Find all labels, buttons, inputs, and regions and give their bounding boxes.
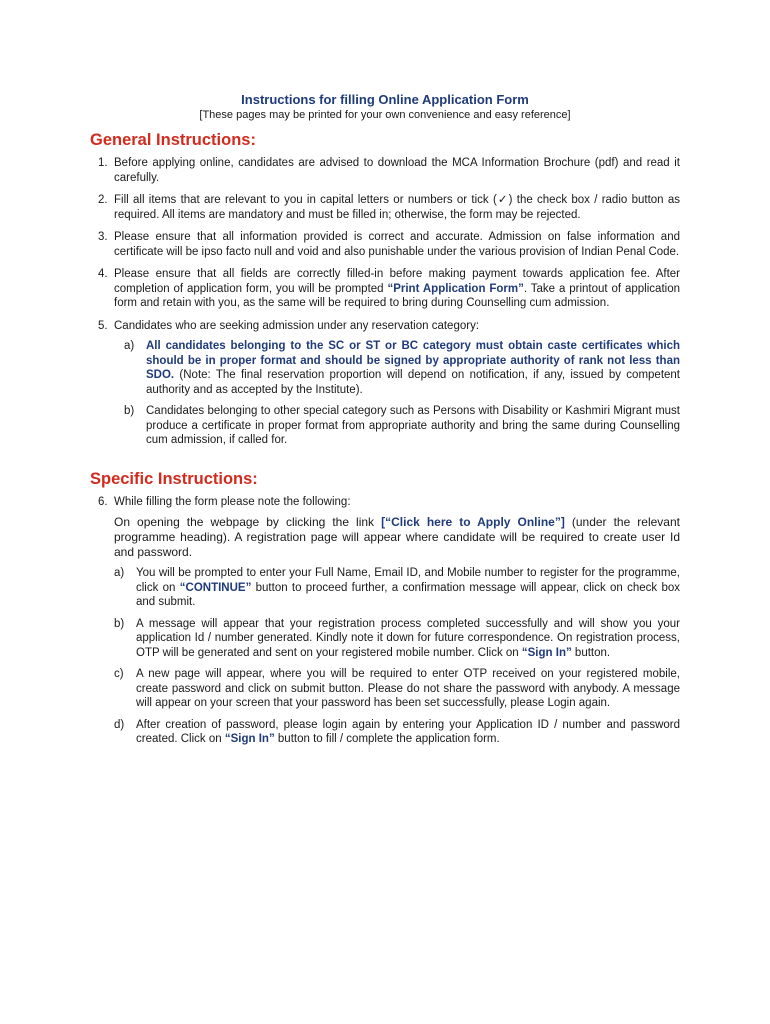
sign-in-button-label: “Sign In” xyxy=(224,733,275,745)
sub-list-item xyxy=(114,617,680,661)
reservation-note: (Note: The final reservation proportion will depend on notification, if any, issued by competent authority and as accepted by the Institute). xyxy=(146,369,680,396)
item-letter: d) xyxy=(114,718,125,731)
continue-button-label: “CONTINUE” xyxy=(179,581,252,594)
intro-text: On opening the webpage by clicking the link xyxy=(114,515,382,529)
item-number: 2. xyxy=(98,194,108,206)
sub-list-item xyxy=(114,718,680,747)
list-item xyxy=(90,319,680,448)
list-item xyxy=(90,156,680,185)
list-item xyxy=(90,495,680,747)
registration-steps xyxy=(114,566,680,747)
item-text: Please ensure that all fields are correctly filled-in before making payment towards application fee. After completion of application form, you will be prompted xyxy=(114,268,680,295)
item-number: 3. xyxy=(98,231,108,243)
item-text: After creation of password, please login again by entering your Application ID / number and password created. Click on xyxy=(136,718,680,745)
apply-online-intro xyxy=(114,515,680,560)
item-letter: b) xyxy=(124,405,135,417)
item-text: Candidates who are seeking admission under any reservation category: xyxy=(114,319,480,332)
item-text: button to proceed further, a confirmation message will appear, click on check box and submit. xyxy=(136,581,680,608)
specific-instructions-heading: Specific Instructions: xyxy=(90,469,258,488)
sub-list-item xyxy=(114,566,680,610)
item-letter: c) xyxy=(114,668,124,680)
page-subtitle: [These pages may be printed for your own convenience and easy reference] xyxy=(199,109,571,121)
item-letter: a) xyxy=(114,567,125,579)
item-text: You will be prompted to enter your Full Name, Email ID, and Mobile number to register for the programme, click on xyxy=(136,567,680,594)
item-text: . Take a printout of application form and retain with you, as the same will be required to bring during Counselling cum admission. xyxy=(114,282,680,309)
page-title: Instructions for filling Online Application Form xyxy=(241,92,529,107)
list-item xyxy=(90,267,680,311)
item-text: Before applying online, candidates are advised to download the MCA Information Brochure (pdf) and read it carefully. xyxy=(114,157,680,184)
print-application-form-label: “Print Application Form” xyxy=(387,282,524,295)
sub-list-item xyxy=(114,339,680,397)
item-letter: a) xyxy=(124,340,135,352)
specific-instructions-list xyxy=(90,495,680,747)
item-text: A message will appear that your registration process completed successfully and will show you your application Id / number generated. Kindly note it down for future correspondence. On registration process, OTP will be generated and sent on your registered mobile number. Click on xyxy=(136,617,680,659)
apply-online-link-label: [“Click here to Apply Online”] xyxy=(381,515,565,529)
item-number: 5. xyxy=(98,319,108,332)
general-instructions-list xyxy=(90,156,680,448)
general-instructions-heading: General Instructions: xyxy=(90,131,256,149)
item-text: button. xyxy=(571,646,611,659)
item-text: button to fill / complete the application form. xyxy=(274,733,500,745)
sub-list-item xyxy=(114,404,680,448)
item-text: A new page will appear, where you will be required to enter OTP received on your registered mobile, create password and click on submit button. Please do not share the password with anybody. A message will appear on your screen that your password has been set successfully, please Login again. xyxy=(136,668,680,709)
item-number: 6. xyxy=(98,495,108,508)
item-text: Candidates belonging to other special category such as Persons with Disability or Kashmiri Migrant must produce a certificate in proper format from appropriate authority and bring the same during Counselling cum admission, if called for. xyxy=(146,405,680,446)
item-text: Fill all items that are relevant to you in capital letters or numbers or tick (✓) the check box / radio button as required. All items are mandatory and must be filled in; otherwise, the form may be rejected. xyxy=(114,194,680,221)
list-item xyxy=(90,230,680,259)
list-item xyxy=(90,193,680,222)
sub-list-item xyxy=(114,667,680,711)
sign-in-button-label: “Sign In” xyxy=(521,646,572,659)
item-text: Please ensure that all information provided is correct and accurate. Admission on false information and certificate will be ipso facto null and void and also punishable under the various provision of Indian Penal Code. xyxy=(114,231,680,258)
intro-text: (under the relevant programme heading). A registration page will appear where candidate will be required to create user Id and password. xyxy=(114,515,680,559)
item-letter: b) xyxy=(114,617,125,630)
item-text: While filling the form please note the following: xyxy=(114,495,351,508)
caste-certificate-notice: All candidates belonging to the SC or ST or BC category must obtain caste certificates which should be in proper format and should be signed by appropriate authority of rank not less than SDO. xyxy=(146,340,680,381)
item-number: 4. xyxy=(98,268,108,280)
item-number: 1. xyxy=(98,157,108,169)
reservation-sublist xyxy=(114,339,680,448)
